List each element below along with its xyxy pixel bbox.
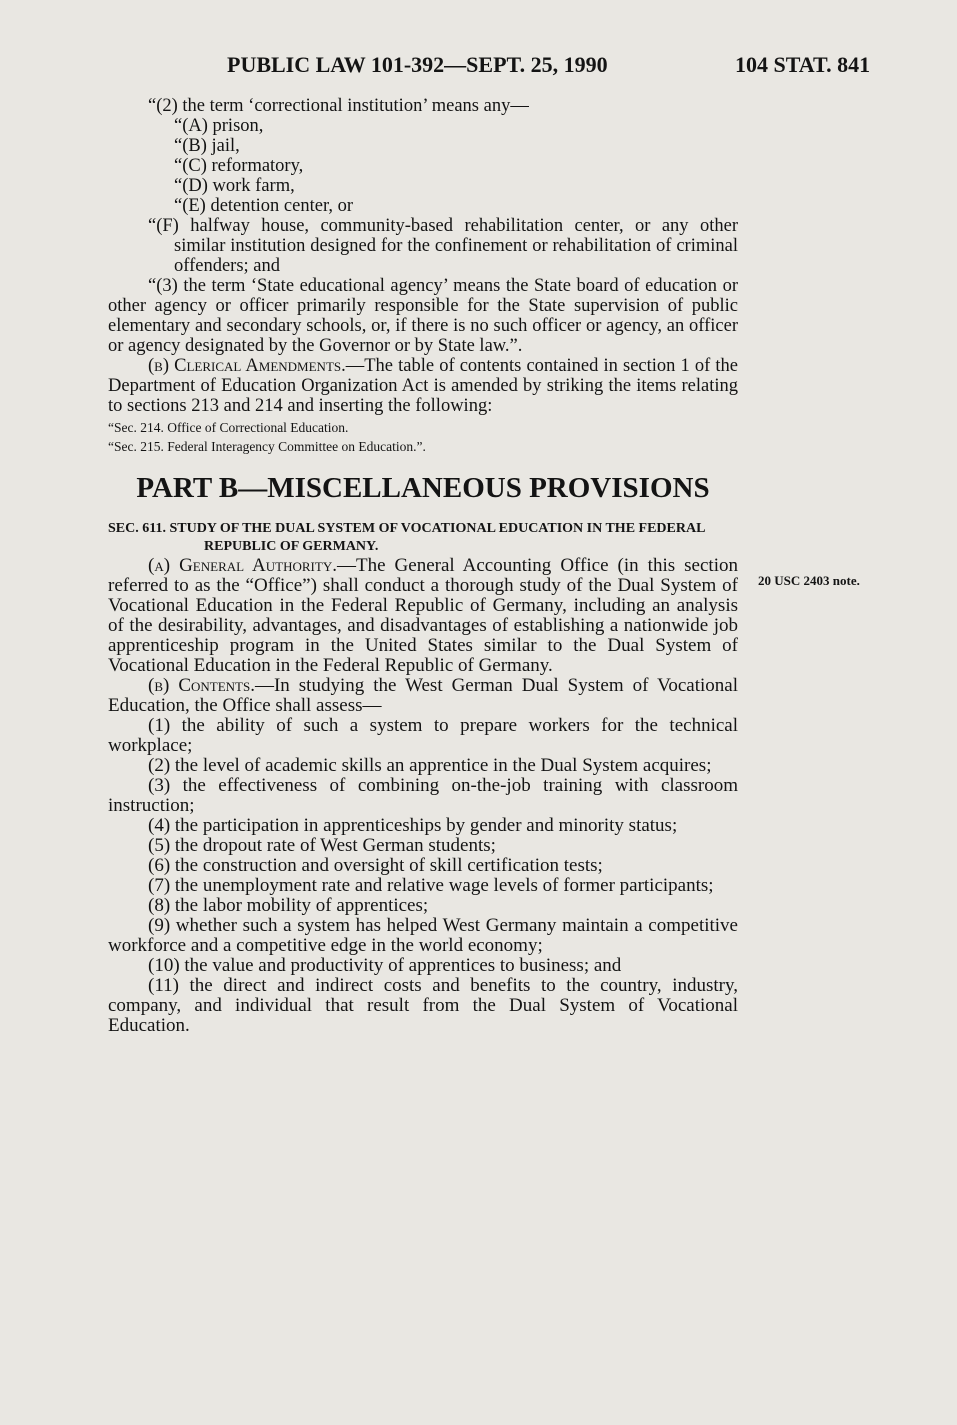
list-item: (6) the construction and oversight of skill certification tests; xyxy=(148,855,603,876)
list-item: (10) the value and productivity of apprentices to business; and xyxy=(148,955,622,976)
list-item: (4) the participation in apprenticeships by gender and minority status; xyxy=(148,815,678,836)
clerical-amendments-para xyxy=(108,356,738,416)
definition-item-f: “(F) halfway house, community-based rehabilitation center, or any other similar institution designed for the confinement or rehabilitation of criminal offenders; and xyxy=(148,216,738,276)
toc-item-214: “Sec. 214. Office of Correctional Education. xyxy=(108,420,349,435)
definition-para-3: “(3) the term ‘State educational agency’ means the State board of education or other agency or officer primarily responsible for the State supervision of public elementary and secondary schools, or, if there is no such officer or agency, an officer or agency designated by the Governor or by State law.”. xyxy=(108,276,738,356)
header-law-citation: PUBLIC LAW 101-392—SEPT. 25, 1990 xyxy=(227,52,608,77)
definition-para-2: “(2) the term ‘correctional institution’ means any— xyxy=(148,96,529,116)
definition-item-e: “(E) detention center, or xyxy=(174,196,354,216)
list-item: (7) the unemployment rate and relative wage levels of former participants; xyxy=(148,875,714,896)
header-stat-page: 104 STAT. 841 xyxy=(735,52,871,77)
list-item: (9) whether such a system has helped West Germany maintain a competitive workforce and a competitive edge in the world economy; xyxy=(108,915,738,956)
subsection-b-label: (b) Contents. xyxy=(148,675,255,696)
definition-item-d: “(D) work farm, xyxy=(174,176,295,196)
subsection-a-text: —The General Accounting Office (in this section referred to as the “Office”) shall conduct a thorough study of the Dual System of Vocational Education in the Federal Republic of Germany, including an analysis of the desirability, advantages, and disadvantages of establishing a nationwide job apprenticeship program in the United States similar to the Dual System of Vocational Education in the Federal Republic of Germany. xyxy=(108,555,738,676)
list-item: (8) the labor mobility of apprentices; xyxy=(148,895,429,916)
definition-item-c: “(C) reformatory, xyxy=(174,156,304,176)
subsection-b-text: —In studying the West German Dual System of Vocational Education, the Office shall assess— xyxy=(108,675,739,716)
clerical-amendments-text: —The table of contents contained in section 1 of the Department of Education Organization Act is amended by striking the items relating to sections 213 and 214 and inserting the following: xyxy=(108,356,739,416)
subsection-a-label: (a) General Authority. xyxy=(148,555,337,576)
toc-item-215: “Sec. 215. Federal Interagency Committee on Education.”. xyxy=(108,439,426,454)
list-item: (2) the level of academic skills an apprentice in the Dual System acquires; xyxy=(148,755,712,776)
page-header xyxy=(0,52,957,86)
list-item: (1) the ability of such a system to prepare workers for the technical workplace; xyxy=(108,715,738,756)
list-item: (11) the direct and indirect costs and benefits to the country, industry, company, and individual that result from the Dual System of Vocational Education. xyxy=(108,975,738,1036)
section-heading: SEC. 611. STUDY OF THE DUAL SYSTEM OF VOCATIONAL EDUCATION IN THE FEDERAL REPUBLIC OF GERMANY. xyxy=(108,521,705,554)
main-text-column xyxy=(108,96,738,1036)
subsection-a xyxy=(108,556,738,676)
clerical-amendments-label: (b) Clerical Amendments. xyxy=(148,356,346,376)
definition-item-a: “(A) prison, xyxy=(174,116,264,136)
part-heading: PART B—MISCELLANEOUS PROVISIONS xyxy=(136,472,710,504)
subsection-b xyxy=(108,676,738,716)
definition-item-b: “(B) jail, xyxy=(174,136,240,156)
list-item: (5) the dropout rate of West German students; xyxy=(148,835,496,856)
margin-note-usc: 20 USC 2403 note. xyxy=(758,573,860,588)
list-item: (3) the effectiveness of combining on-the-job training with classroom instruction; xyxy=(108,775,738,816)
table-of-contents-insert xyxy=(108,418,738,456)
section-body xyxy=(108,556,738,1036)
